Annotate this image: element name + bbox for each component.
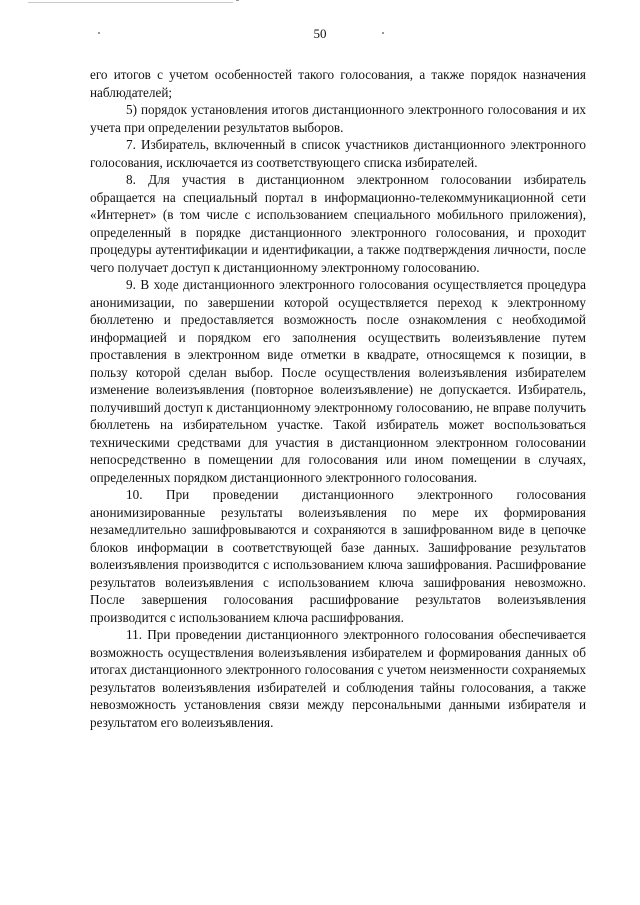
paragraph-8: 8. Для участия в дистанционном электронном голосовании избиратель обращается на специальный портал в информационно-телекоммуникационной сети «Интернет» (в том числе с использованием специального мобильного приложения), определенный в порядке дистанционного электронного голосования, и проходит процедуры аутентификации и идентификации, а также подтверждения личности, после чего получает доступ к дистанционному электронному голосованию. (90, 172, 586, 275)
paragraph-9: 9. В ходе дистанционного электронного голосования осуществляется процедура анонимизации, по завершении которой осуществляется переход к электронному бюллетеню и предоставляется возможность после ознакомления с необходимой информацией и порядком его заполнения осуществить волеизъявление путем проставления в электронном виде отметки в квадрате, относящемся к позиции, в пользу которой сделан выбор. После осуществления волеизъявления избирателем изменение волеизъявления (повторное волеизъявление) не допускается. Избиратель, получивший доступ к дистанционному электронному голосованию, не вправе получить бюллетень на избирательном участке. Такой избиратель может воспользоваться техническими средствами для участия в дистанционном электронном голосовании непосредственно в помещении для голосования или ином помещении в случаях, определенных порядком дистанционного электронного голосования. (90, 277, 586, 485)
paragraph-10: 10. При проведении дистанционного электронного голосования анонимизированные результаты волеизъявления по мере их формирования незамедлительно зашифровываются и сохраняются в зашифрованном виде в цепочке блоков информации в соответствующей базе данных. Зашифрование результатов волеизъявления производится с использованием ключа зашифрования. Расшифрование результатов волеизъявления с использованием ключа зашифрования невозможно. После завершения голосования расшифрование результатов волеизъявления производится с использованием ключа расшифрования. (90, 487, 586, 625)
scan-artifact-mark (236, 0, 239, 1)
paragraph-item-5: 5) порядок установления итогов дистанционного электронного голосования и их учета при определении результатов выборов. (90, 102, 586, 135)
scan-artifact-line (28, 2, 233, 3)
document-body (90, 66, 586, 731)
paragraph-11: 11. При проведении дистанционного электронного голосования обеспечивается возможность осуществления волеизъявления избирателем и формирования данных об итогах дистанционного электронного голосования с учетом неизменности сохраняемых результатов волеизъявления избирателей и соблюдения тайны голосования, а также невозможность установления связи между персональными данными избирателя и результатом его волеизъявления. (90, 627, 586, 730)
paragraph-7: 7. Избиратель, включенный в список участников дистанционного электронного голосования, исключается из соответствующего списка избирателей. (90, 137, 586, 170)
page-number: 50 (313, 26, 327, 41)
paragraph-continuation: его итогов с учетом особенностей такого голосования, а также порядок назначения наблюдателей; (90, 67, 586, 100)
